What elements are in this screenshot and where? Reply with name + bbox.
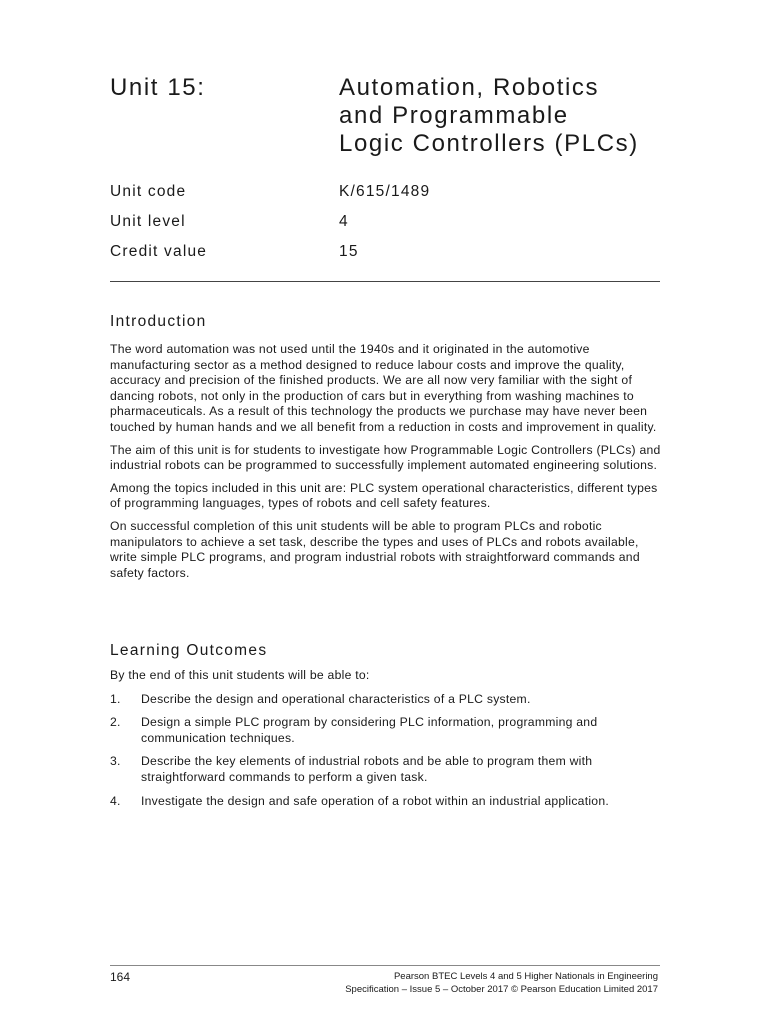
list-item: [110, 794, 662, 810]
unit-title-line: Automation, Robotics: [339, 74, 600, 101]
unit-title-line: and Programmable: [339, 102, 569, 129]
learning-outcomes-list: [110, 692, 662, 810]
page-number: 164: [110, 970, 131, 984]
meta-row-unit-code: [110, 180, 670, 210]
introduction-paragraph: Among the topics included in this unit are: PLC system operational characteristics, different types of programming languages, types of robots and cell safety features.: [110, 480, 658, 511]
meta-row-unit-level: [110, 210, 670, 240]
learning-outcomes-heading: Learning Outcomes: [110, 642, 268, 659]
unit-title-line: Logic Controllers (PLCs): [339, 130, 639, 157]
introduction-body: [110, 342, 662, 588]
meta-label: Credit value: [110, 243, 208, 260]
footer-divider: [110, 965, 660, 966]
learning-outcomes-lead: By the end of this unit students will be able to:: [110, 668, 370, 682]
unit-number: Unit 15:: [110, 74, 206, 101]
list-item-text: Design a simple PLC program by considering PLC information, programming and communication techniques.: [141, 715, 598, 745]
list-item-number: 3.: [110, 754, 121, 769]
footer-publication-info: [345, 970, 658, 996]
meta-value: 4: [339, 213, 349, 230]
introduction-paragraph: On successful completion of this unit students will be able to program PLCs and robotic manipulators to achieve a set task, describe the types and uses of PLCs and robots available, write simple PLC programs, and program industrial robots with straightforward commands and safety factors.: [110, 518, 640, 580]
introduction-paragraph: The aim of this unit is for students to investigate how Programmable Logic Controllers (PLCs) and industrial robots can be programmed to successfully implement automated engineering solutions.: [110, 442, 661, 473]
learning-outcomes-body: [110, 668, 662, 817]
list-item-text: Describe the key elements of industrial robots and be able to program them with straightforward commands to perform a given task.: [141, 754, 593, 784]
meta-value: 15: [339, 243, 359, 260]
list-item-text: Describe the design and operational characteristics of a PLC system.: [141, 691, 531, 706]
list-item-text: Investigate the design and safe operation of a robot within an industrial application.: [141, 793, 609, 808]
list-item: [110, 692, 662, 708]
introduction-paragraph: The word automation was not used until the 1940s and it originated in the automotive manufacturing sector as a method designed to reduce labour costs and improve the quality, accuracy and precision of the finished products. We are all now very familiar with the sight of dancing robots, not only in the production of cars but in everything from washing machines to pharmaceuticals. As a result of this technology the products we purchase may have never been touched by human hands and we all benefit from a reduction in costs and improvement in quality.: [110, 342, 657, 434]
unit-meta-table: [110, 180, 670, 270]
list-item: [110, 754, 662, 785]
header-divider: [110, 281, 660, 282]
meta-row-credit-value: [110, 240, 670, 270]
footer-line: Specification – Issue 5 – October 2017 © Pearson Education Limited 2017: [345, 984, 658, 995]
introduction-heading: Introduction: [110, 313, 207, 330]
meta-value: K/615/1489: [339, 183, 431, 200]
list-item-number: 4.: [110, 793, 121, 808]
footer-line: Pearson BTEC Levels 4 and 5 Higher Nationals in Engineering: [393, 971, 658, 982]
list-item-number: 1.: [110, 691, 121, 706]
list-item-number: 2.: [110, 715, 121, 730]
unit-header: [110, 74, 670, 164]
meta-label: Unit level: [110, 213, 186, 230]
unit-title: [339, 74, 639, 158]
list-item: [110, 715, 662, 746]
meta-label: Unit code: [110, 183, 187, 200]
